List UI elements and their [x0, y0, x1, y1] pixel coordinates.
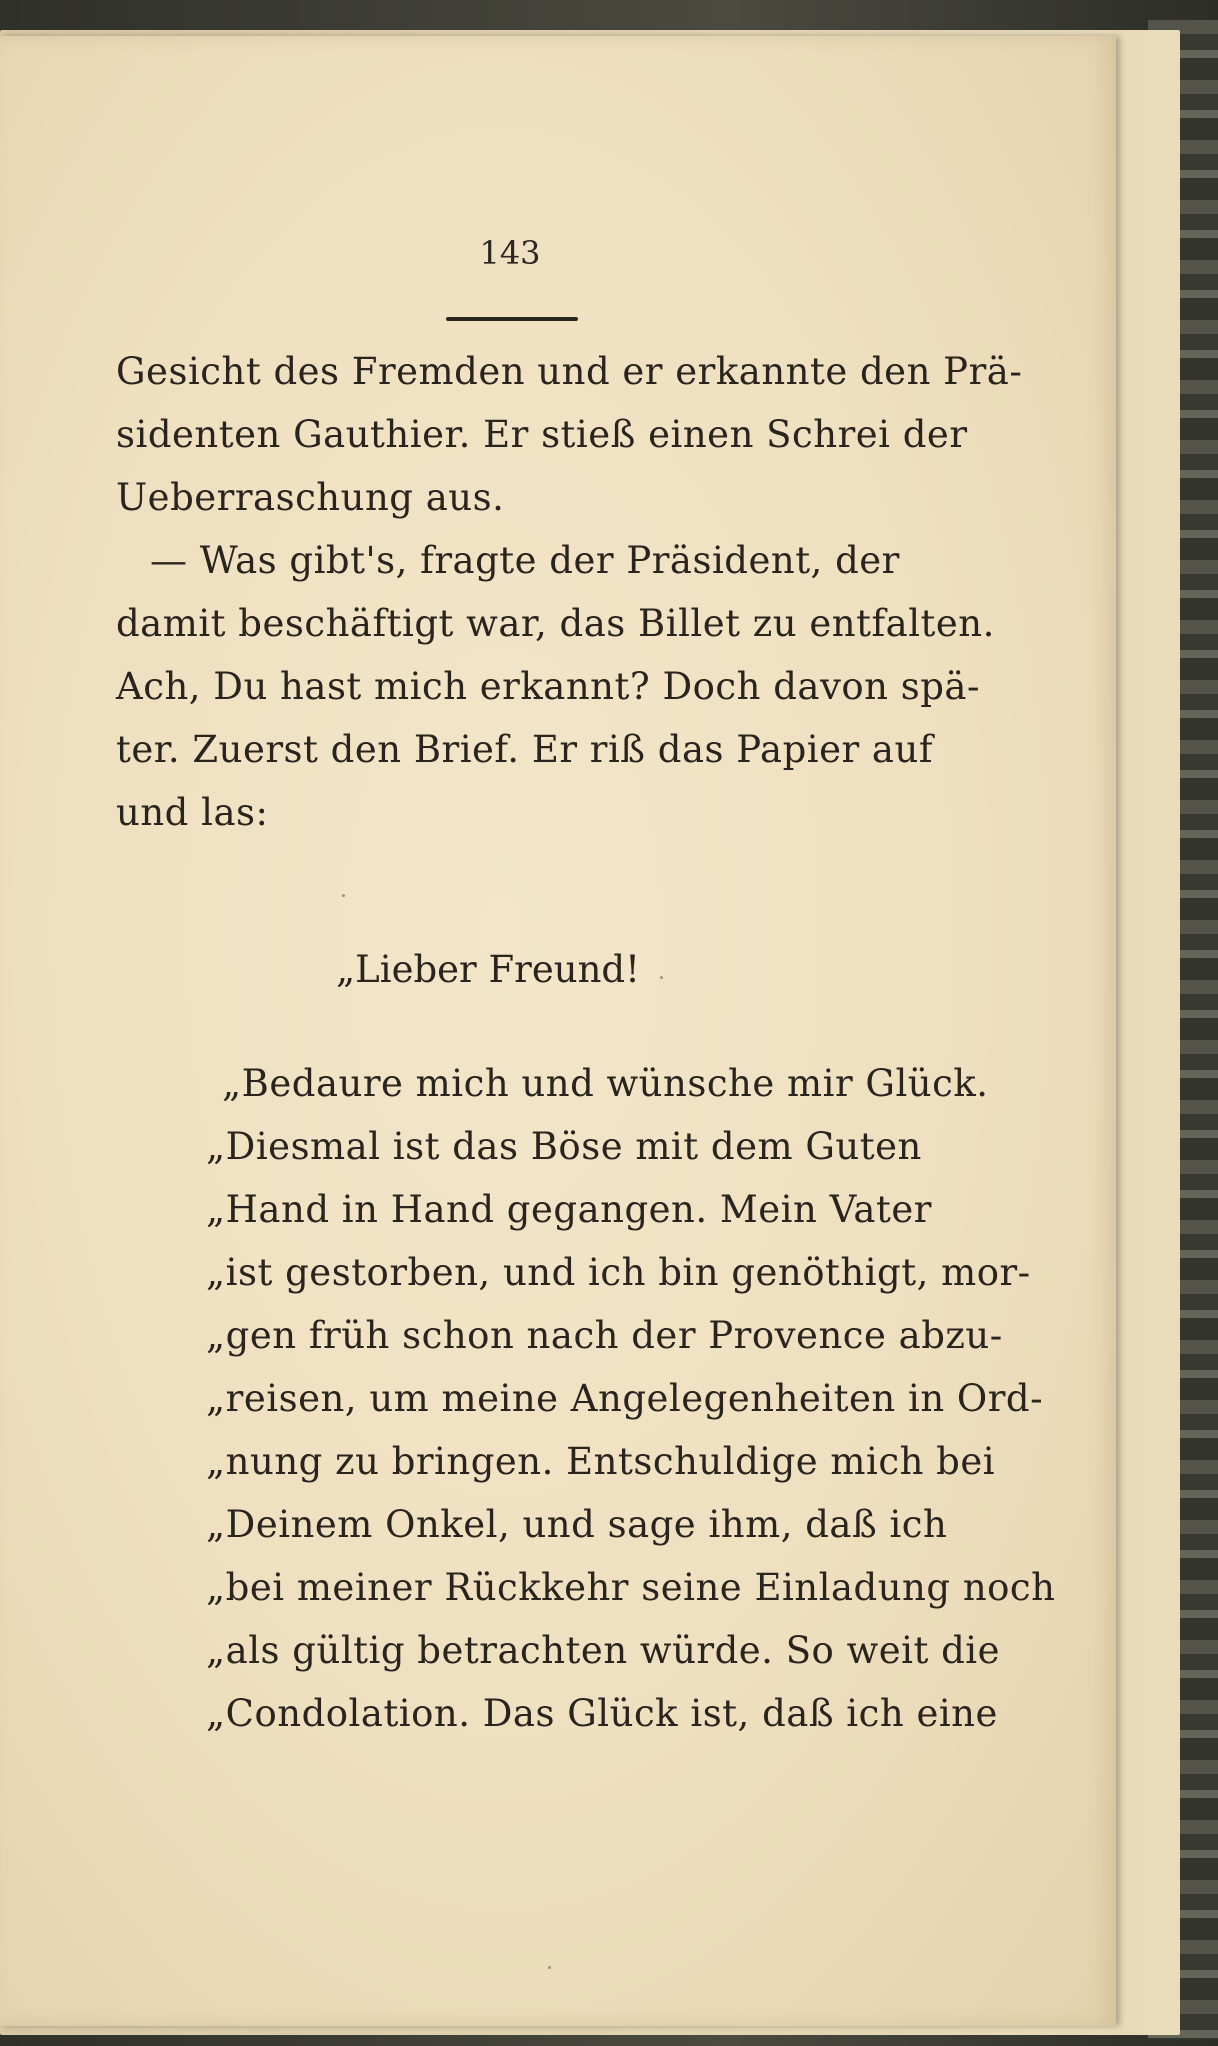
text-line: „als gültig betrachten würde. So weit die: [206, 1629, 1001, 1672]
text-line: „ist gestorben, und ich bin genöthigt, mor-: [206, 1251, 1031, 1294]
text-line: damit beschäftigt war, das Billet zu entfalten.: [116, 602, 995, 645]
text-line: „Hand in Hand gegangen. Mein Vater: [206, 1188, 932, 1231]
text-line: „Condolation. Das Glück ist, daß ich eine: [206, 1692, 998, 1735]
text-line: „Bedaure mich und wünsche mir Glück.: [222, 1062, 989, 1105]
book-page: [0, 36, 1116, 2026]
text-line: Ueberraschung aus.: [116, 476, 505, 519]
text-line: „nung zu bringen. Entschuldige mich bei: [206, 1440, 996, 1483]
text-line: „bei meiner Rückkehr seine Einladung noch: [206, 1566, 1056, 1609]
text-line: sidenten Gauthier. Er stieß einen Schrei der: [116, 413, 968, 456]
text-line: — Was gibt's, fragte der Präsident, der: [150, 539, 900, 582]
text-line: und las:: [116, 791, 269, 834]
text-line: „Diesmal ist das Böse mit dem Guten: [206, 1125, 922, 1168]
paper-speck: [548, 1966, 551, 1969]
header-rule: [446, 317, 578, 321]
text-line: „reisen, um meine Angelegenheiten in Ord-: [206, 1377, 1044, 1420]
text-line: „Deinem Onkel, und sage ihm, daß ich: [206, 1503, 948, 1546]
text-line: ter. Zuerst den Brief. Er riß das Papier auf: [116, 728, 934, 771]
text-line: „gen früh schon nach der Provence abzu-: [206, 1314, 1003, 1357]
paper-speck: [342, 894, 345, 897]
letter-greeting: „Lieber Freund!: [336, 948, 640, 991]
text-line: Gesicht des Fremden und er erkannte den Prä-: [116, 350, 1023, 393]
page-number: 143: [479, 234, 541, 272]
paper-speck: [660, 976, 663, 979]
text-line: Ach, Du hast mich erkannt? Doch davon spä-: [116, 665, 980, 708]
